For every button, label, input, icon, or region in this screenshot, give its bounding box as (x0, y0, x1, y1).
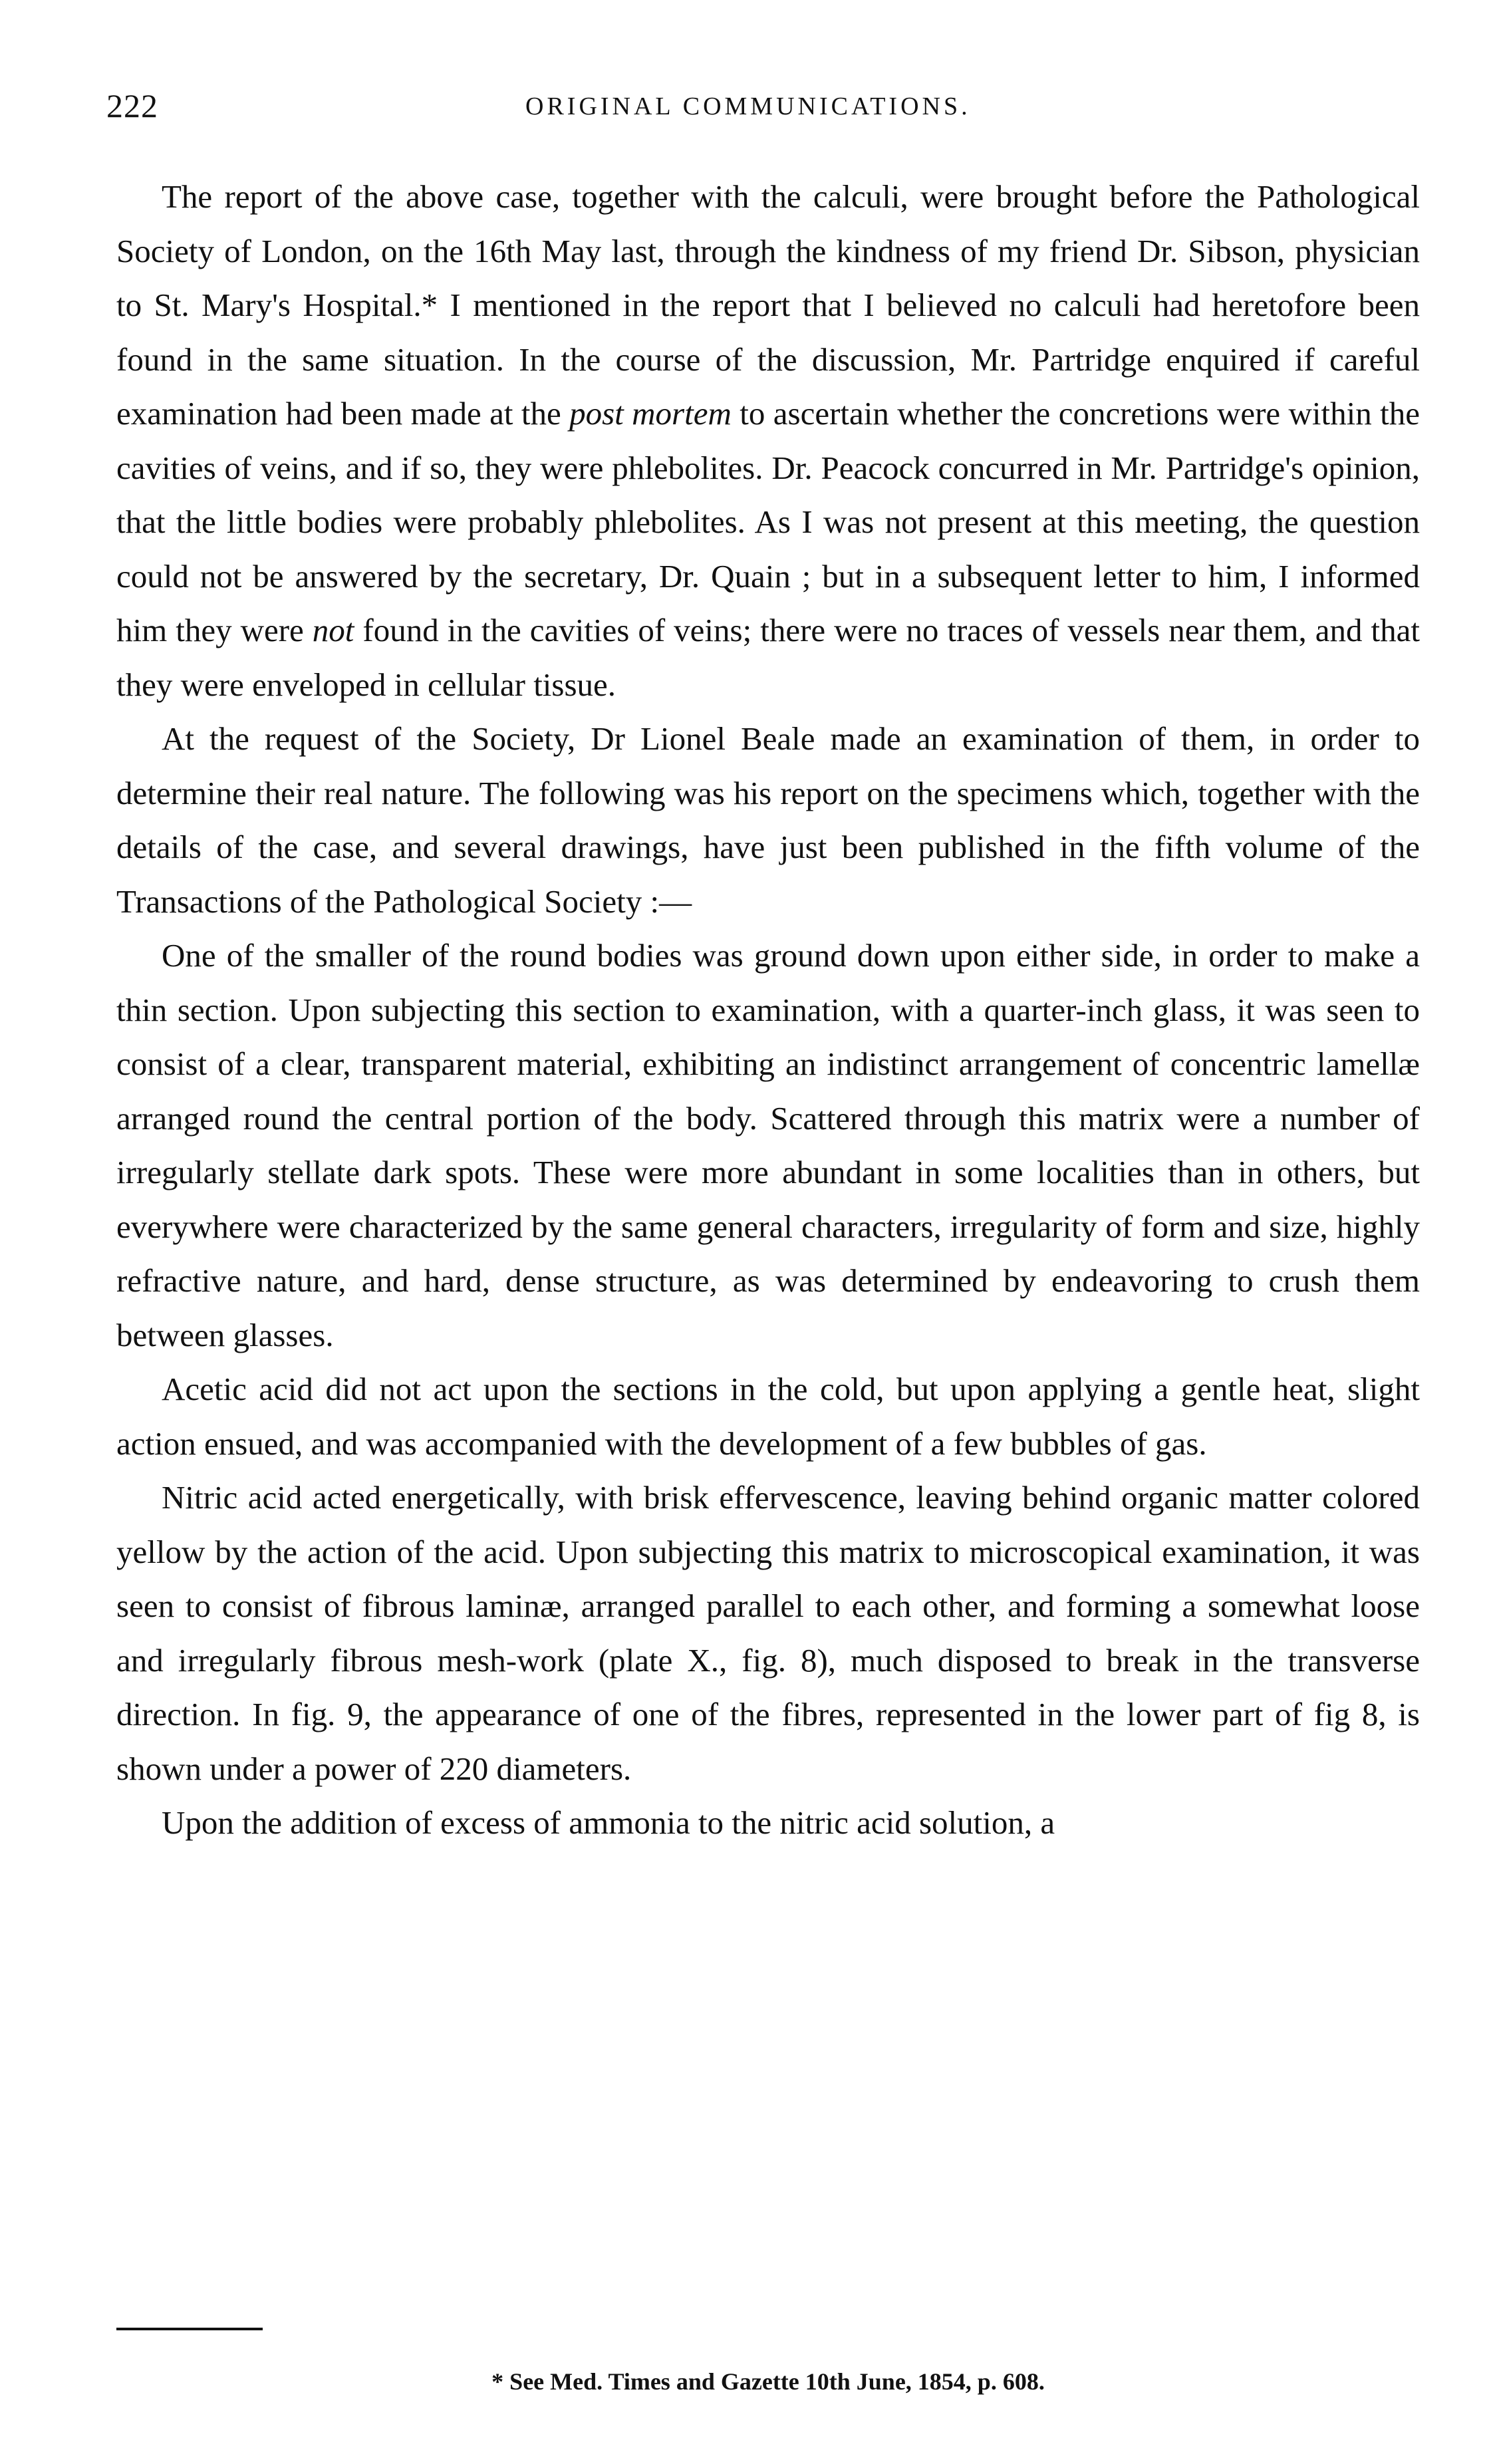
paragraph-nitric-acid: Nitric acid acted energetically, with brisk effervescence, leaving behind organic matter colored yellow by the action of the acid. Upon subjecting this matrix to microscopical examination, it was seen to consist of fibrous laminæ, arranged parallel to each other, and forming a somewhat loose and irregularly fibrous mesh-work (plate X., fig. 8), much disposed to break in the transverse direction. In fig. 9, the appearance of one of the fibres, represented in the lower part of fig 8, is shown under a power of 220 diameters. (116, 1479, 1420, 1787)
italic-phrase: post mortem (569, 395, 732, 432)
paragraph-section-examination: One of the smaller of the round bodies was ground down upon either side, in order to make a thin section. Upon subjecting this section to examination, with a quarter-inch glass, it was seen to consist of a clear, transparent material, exhibiting an indistinct arrangement of concentric lamellæ arranged round the central portion of the body. Scattered through this matrix were a number of irregularly stellate dark spots. These were more abundant in some localities than in others, but everywhere were characterized by the same general characters, irregularity of form and size, highly refractive nature, and hard, dense structure, as was determined by endeavoring to crush them between glasses. (116, 937, 1420, 1353)
paragraph-text: to ascertain whether the concretions were within the cavities of veins, and if so, they were phlebolites. Dr. Peacock concurred in Mr. Partridge's opinion, that the little bodies were probably phlebolites. As I was not present at this meeting, the question could not be answered by the secretary, Dr. Quain ; but in a subsequent letter to him, I informed him they were (116, 395, 1420, 648)
italic-word: not (312, 612, 354, 648)
running-title: ORIGINAL COMMUNICATIONS. (525, 92, 971, 120)
page-number: 222 (106, 87, 158, 124)
running-head (106, 86, 1410, 133)
paragraph-report (116, 170, 1420, 712)
paragraph-beale-request: At the request of the Society, Dr Lionel Beale made an examination of them, in order to determine their real nature. The following was his report on the specimens which, together with the details of the case, and several drawings, have just been published in the fifth volume of the Transactions of the Pathological Society :— (116, 720, 1420, 920)
footnote-rule (116, 2328, 263, 2330)
paragraph-acetic-acid: Acetic acid did not act upon the sections in the cold, but upon applying a gentle heat, slight action ensued, and was accompanied with the development of a few bubbles of gas. (116, 1371, 1420, 1462)
footnote: * See Med. Times and Gazette 10th June, 1854, p. 608. (491, 2368, 1045, 2395)
paragraph-ammonia: Upon the addition of excess of ammonia to the nitric acid solution, a (162, 1804, 1055, 1841)
body-text (116, 170, 1420, 1850)
paragraph-text: The report of the above case, together with the calculi, were brought before the Pathological Society of London, on the 16th May last, through the kindness of my friend Dr. Sibson, physician to St. Mary's Hospital.* I mentioned in the report that I believed no calculi had heretofore been found in the same situation. In the course of the discussion, Mr. Partridge enquired if careful examination had been made at the (116, 178, 1420, 432)
paragraph-text: found in the cavities of veins; there were no traces of vessels near them, and that they were enveloped in cellular tissue. (116, 612, 1420, 703)
